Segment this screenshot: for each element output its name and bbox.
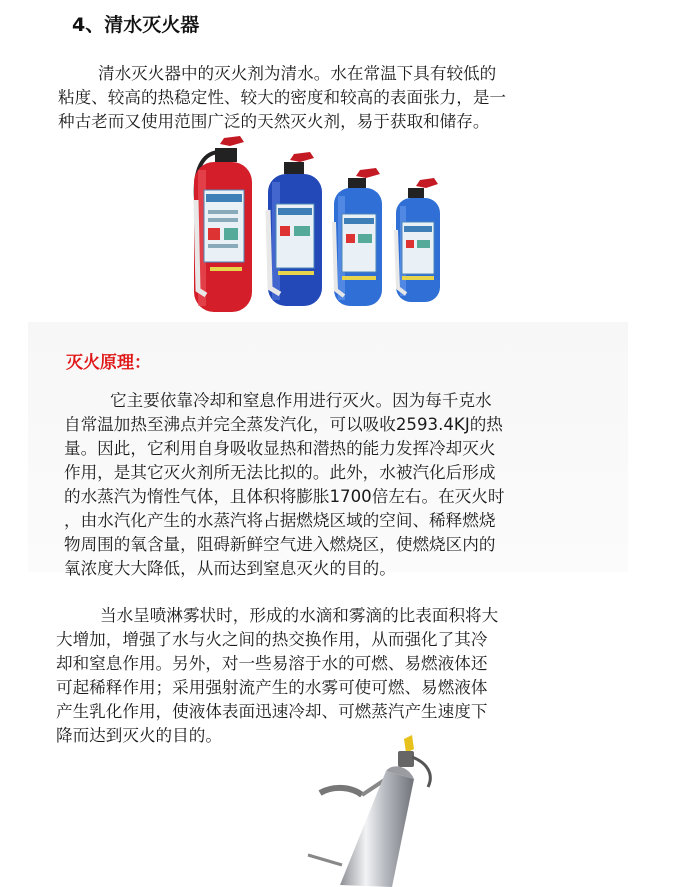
principle-line: 的水蒸汽为惰性气体，且体积将膨胀1700倍左右。在灭火时: [64, 487, 505, 506]
principle-paragraph-2: [56, 604, 616, 748]
blue-extinguisher: [334, 168, 382, 306]
blue-extinguisher: [268, 152, 322, 306]
principle-line: ，由水汽化产生的水蒸汽将占据燃烧区域的空间、稀释燃烧: [64, 511, 496, 530]
principle-line: 产生乳化作用，使液体表面迅速冷却、可燃蒸汽产生速度下: [56, 702, 488, 721]
principle-line: 大增加，增强了水与火之间的热交换作用，从而强化了其冷: [56, 630, 488, 649]
red-extinguisher: [194, 136, 252, 312]
principle-line: 当水呈喷淋雾状时，形成的水滴和雾滴的比表面积将大: [100, 606, 499, 625]
principle-line: 物周围的氧含量，阻碍新鲜空气进入燃烧区，使燃烧区内的: [64, 535, 496, 554]
principle-line: 自常温加热至沸点并完全蒸发汽化，可以吸收2593.4KJ的热: [64, 415, 503, 434]
principle-line: 却和窒息作用。另外，对一些易溶于水的可燃、易燃液体还: [56, 654, 488, 673]
intro-line: 种古老而又使用范围广泛的天然灭火剂，易于获取和储存。: [58, 112, 490, 131]
principle-title: 灭火原理：: [66, 353, 151, 373]
stainless-extinguisher-image: [300, 735, 470, 887]
principle-line: 降而达到灭火的目的。: [56, 726, 222, 745]
principle-line: 氧浓度大大降低，从而达到窒息灭火的目的。: [64, 559, 396, 578]
intro-paragraph: [58, 62, 618, 134]
intro-line: 粘度、较高的热稳定性、较大的密度和较高的表面张力，是一: [58, 88, 507, 107]
fire-extinguishers-image: [172, 130, 457, 315]
principle-paragraph-1: [64, 389, 624, 581]
principle-line: 作用，是其它灭火剂所无法比拟的。此外，水被汽化后形成: [64, 463, 496, 482]
principle-line: 它主要依靠冷却和窒息作用进行灭火。因为每千克水: [110, 391, 492, 410]
principle-line: 可起稀释作用；采用强射流产生的水雾可使可燃、易燃液体: [56, 678, 488, 697]
section-heading: 4、清水灭火器: [72, 14, 200, 36]
blue-extinguisher: [396, 178, 440, 302]
intro-line: 清水灭火器中的灭火剂为清水。水在常温下具有较低的: [98, 64, 497, 83]
principle-line: 量。因此，它利用自身吸收显热和潜热的能力发挥冷却灭火: [64, 439, 496, 458]
